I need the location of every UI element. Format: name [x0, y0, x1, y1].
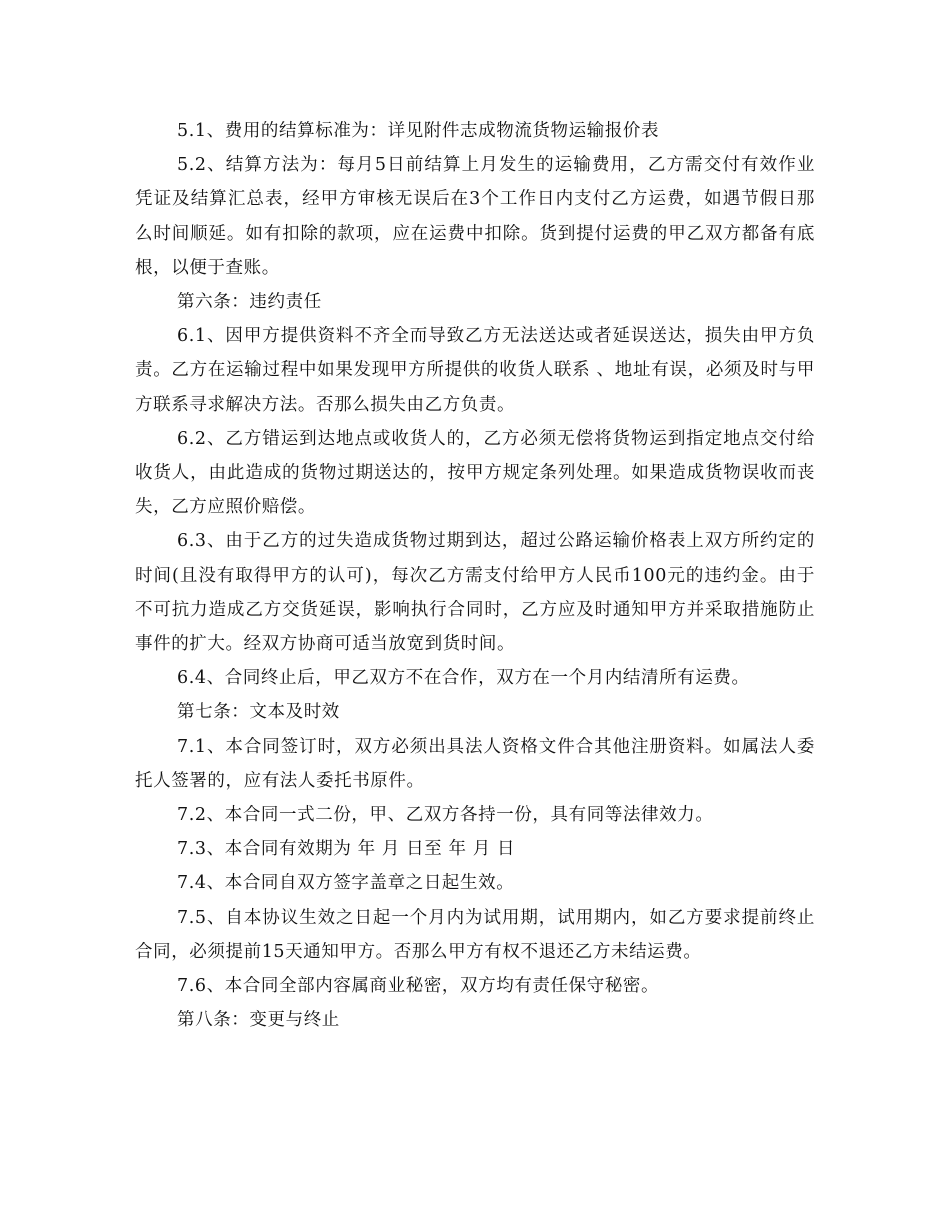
clause-6-4: 6.4、合同终止后，甲乙双方不在合作，双方在一个月内结清所有运费。 [177, 668, 750, 689]
clause-6-2: 6.2、乙方错运到达地点或收货人的，乙方必须无偿将货物运到指定地点交付给收货人，由此造成的货物过期送达的，按甲方规定条列处理。如果造成货物误收而丧失，乙方应照价赔偿。 [135, 428, 815, 518]
clause-7-1: 7.1、本合同签订时，双方必须出具法人资格文件合其他注册资料。如属法人委托人签署的，应有法人委托书原件。 [135, 736, 815, 791]
clause-7-6: 7.6、本合同全部内容属商业秘密，双方均有责任保守秘密。 [177, 976, 660, 997]
clause-7-4: 7.4、本合同自双方签字盖章之日起生效。 [177, 873, 515, 894]
article-6-heading: 第六条：违约责任 [177, 292, 322, 313]
clause-5-2: 5.2、结算方法为：每月5日前结算上月发生的运输费用，乙方需交付有效作业凭证及结算汇总表，经甲方审核无误后在3个工作日内支付乙方运费，如遇节假日那么时间顺延。如有扣除的款项，应在运费中扣除。货到提付运费的甲乙双方都备有底根，以便于查账。 [135, 155, 815, 278]
clause-7-3: 7.3、本合同有效期为 年 月 日至 年 月 日 [177, 839, 516, 860]
article-7-heading: 第七条：文本及时效 [177, 702, 340, 723]
article-8-heading: 第八条：变更与终止 [177, 1010, 340, 1031]
document-body [135, 114, 815, 1037]
clause-6-1: 6.1、因甲方提供资料不齐全而导致乙方无法送达或者延误送达，损失由甲方负责。乙方在运输过程中如果发现甲方所提供的收货人联系 、地址有误，必须及时与甲方联系寻求解决方法。否那么损失由乙方负责。 [135, 326, 815, 415]
clause-7-5: 7.5、自本协议生效之日起一个月内为试用期，试用期内，如乙方要求提前终止合同，必须提前15天通知甲方。否那么甲方有权不退还乙方未结运费。 [135, 907, 815, 962]
clause-5-1: 5.1、费用的结算标准为：详见附件志成物流货物运输报价表 [177, 121, 660, 141]
clause-7-2: 7.2、本合同一式二份，甲、乙双方各持一份，具有同等法律效力。 [177, 805, 714, 826]
clause-6-3: 6.3、由于乙方的过失造成货物过期到达，超过公路运输价格表上双方所约定的时间(且没有取得甲方的认可)，每次乙方需支付给甲方人民币100元的违约金。由于不可抗力造成乙方交货延误，影响执行合同时，乙方应及时通知甲方并采取措施防止事件的扩大。经双方协商可适当放宽到货时间。 [135, 531, 815, 655]
